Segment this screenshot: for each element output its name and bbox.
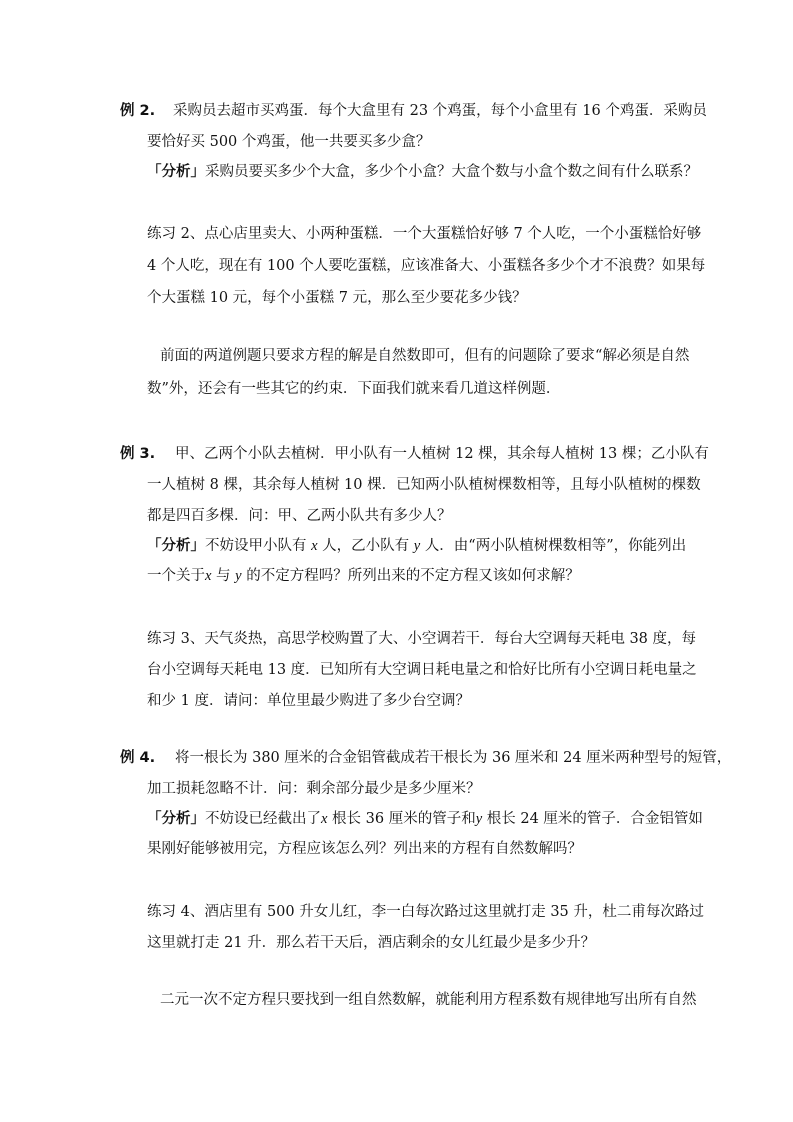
analysis-text: 人，乙小队有 [322,538,410,554]
example-4-label: 例 4. [120,750,156,766]
variable-x: x [205,568,212,584]
analysis-label: 「分析」 [147,811,205,827]
variable-y: y [475,811,483,827]
analysis-text: 人．由“两小队植树棵数相等”，你能列出 [424,538,687,554]
example-4-text-line-1: 将一根长为 380 厘米的合金铝管截成若干根长为 36 厘米和 24 厘米两种型号的短管， [175,750,732,766]
example-2-text-line-2: 要恰好买 500 个鸡蛋，他一共要买多少盒？ [147,134,431,150]
example-3-label: 例 3. [120,446,156,462]
example-3-text-line-3: 都是四百多棵．问：甲、乙两小队共有多少人？ [147,508,452,524]
analysis-text: 根长 36 厘米的管子和 [332,811,476,827]
analysis-text: 与 [216,568,231,584]
example-4-analysis-line-1 [147,809,703,829]
example-4-analysis-line-2: 果刚好能够被用完，方程应该怎么列？列出来的方程有自然数解吗？ [147,841,582,857]
example-2-text-line-1: 采购员去超市买鸡蛋．每个大盒里有 23 个鸡蛋，每个小盒里有 16 个鸡蛋．采购员 [173,103,707,119]
example-2-analysis [147,162,698,182]
analysis-text: 的不定方程吗？所列出来的不定方程又该如何求解？ [246,568,580,584]
practice-4-line-1: 练习 4、酒店里有 500 升女儿红，李一白每次路过这里就打走 35 升，杜二甫每次路过 [147,904,704,920]
analysis-text: 采购员要买多少个大盒，多少个小盒？大盒个数与小盒个数之间有什么联系？ [205,164,698,180]
variable-x: x [311,538,318,554]
example-3-text-line-2: 一人植树 8 棵，其余每人植树 10 棵．已知两小队植树棵数相等，且每小队植树的棵数 [147,477,701,493]
outro-paragraph: 二元一次不定方程只要找到一组自然数解，就能利用方程系数有规律地写出所有自然 [160,992,697,1008]
variable-y: y [413,538,421,554]
practice-3-line-2: 台小空调每天耗电 13 度．已知所有大空调日耗电量之和恰好比所有小空调日耗电量之 [147,662,697,678]
intro-line-1: 前面的两道例题只要求方程的解是自然数即可，但有的问题除了要求“解必须是自然 [160,348,690,364]
example-3-text-line-1: 甲、乙两个小队去植树．甲小队有一人植树 12 棵，其余每人植树 13 棵；乙小队有 [175,446,709,462]
analysis-text: 不妨设已经截出了 [205,811,321,827]
variable-y: y [235,568,242,584]
analysis-text: 根长 24 厘米的管子．合金铝管如 [486,811,703,827]
analysis-text: 一个关于 [147,568,205,584]
intro-line-2: 数”外，还会有一些其它的约束．下面我们就来看几道这样例题． [147,381,561,397]
example-3-analysis-line-1 [147,536,686,556]
practice-3-line-1: 练习 3、天气炎热，高思学校购置了大、小空调若干．每台大空调每天耗电 38 度，每 [147,631,697,647]
example-2-label: 例 2. [120,103,156,119]
example-3-analysis-line-2 [147,566,580,586]
practice-2-line-2: 4 个人吃，现在有 100 个人要吃蛋糕，应该准备大、小蛋糕各多少个才不浪费？如果每 [147,258,706,274]
practice-3-line-3: 和少 1 度．请问：单位里最少购进了多少台空调？ [147,693,470,709]
analysis-label: 「分析」 [147,164,205,180]
analysis-text: 不妨设甲小队有 [205,538,307,554]
analysis-label: 「分析」 [147,538,205,554]
practice-4-line-2: 这里就打走 21 升．那么若干天后，酒店剩余的女儿红最少是多少升？ [147,935,596,951]
practice-2-line-3: 个大蛋糕 10 元，每个小蛋糕 7 元，那么至少要花多少钱？ [147,290,527,306]
variable-x: x [321,811,328,827]
practice-2-line-1: 练习 2、点心店里卖大、小两种蛋糕．一个大蛋糕恰好够 7 个人吃，一个小蛋糕恰好够 [147,226,702,242]
example-4-text-line-2: 加工损耗忽略不计．问：剩余部分最少是多少厘米？ [147,781,481,797]
